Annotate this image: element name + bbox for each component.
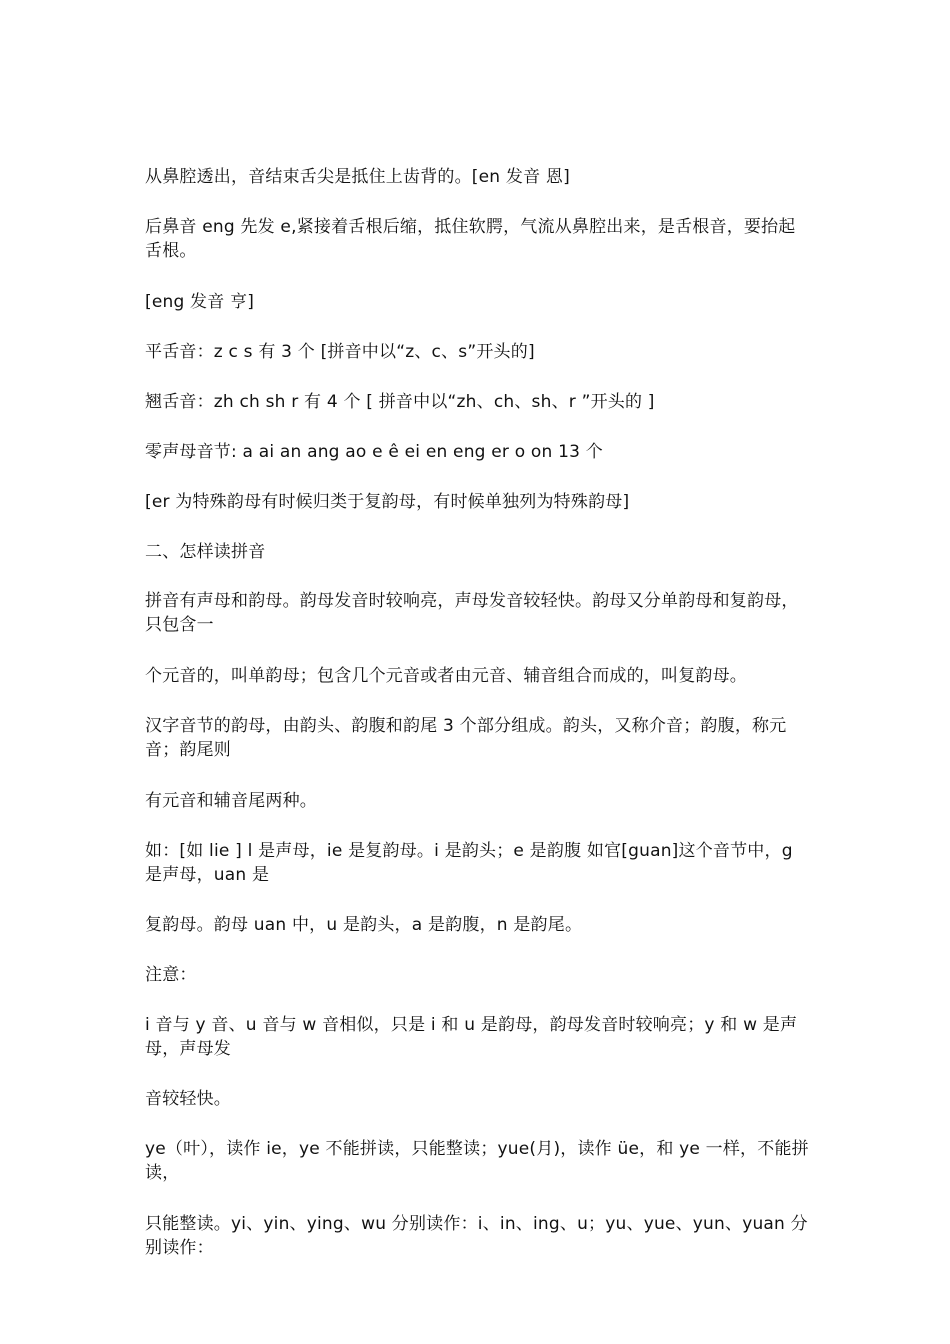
paragraph-er-note: [er 为特殊韵母有时候归类于复韵母，有时候单独列为特殊韵母] — [145, 492, 630, 512]
paragraph-ye-yue: ye（叶），读作 ie，ye 不能拼读，只能整读；yue(月)，读作 üe，和 ye 一样，不能拼读， — [145, 1139, 809, 1183]
paragraph-iy-uw: i 音与 y 音、u 音与 w 音相似，只是 i 和 u 是韵母，韵母发音时较响亮；y 和 w 是声母，声母发 — [145, 1015, 798, 1059]
paragraph-zero-initial: 零声母音节: a ai an ang ao e ê ei en eng er o on 13 个 — [145, 442, 603, 462]
paragraph-light-sound: 音较轻快。 — [145, 1089, 231, 1109]
paragraph-whole-read: 只能整读。yi、yin、ying、wu 分别读作：i、in、ing、u；yu、yue、yun、yuan 分别读作： — [145, 1214, 808, 1258]
paragraph-attention-label: 注意： — [145, 965, 197, 985]
paragraph-example-lie: 如：[如 lie ] l 是声母，ie 是复韵母。i 是韵头；e 是韵腹 如官[guan]这个音节中，g 是声母，uan 是 — [145, 841, 793, 885]
paragraph-flat-tongue: 平舌音：z c s 有 3 个 [拼音中以“z、c、s”开头的] — [145, 342, 535, 362]
paragraph-final-tails: 有元音和辅音尾两种。 — [145, 791, 317, 811]
paragraph-eng-note: [eng 发音 亨] — [145, 292, 255, 312]
paragraph-final-structure: 汉字音节的韵母，由韵头、韵腹和韵尾 3 个部分组成。韵头，又称介音；韵腹，称元音；韵尾则 — [145, 716, 787, 760]
paragraph-example-uan: 复韵母。韵母 uan 中，u 是韵头，a 是韵腹，n 是韵尾。 — [145, 915, 583, 935]
paragraph-retroflex: 翘舌音：zh ch sh r 有 4 个 [ 拼音中以“zh、ch、sh、r ”开头的 ] — [145, 392, 655, 412]
paragraph-initials-finals: 拼音有声母和韵母。韵母发音时较响亮，声母发音较轻快。韵母又分单韵母和复韵母，只包含一 — [145, 591, 799, 635]
paragraph-eng-description: 后鼻音 eng 先发 e,紧接着舌根后缩，抵住软腭，气流从鼻腔出来，是舌根音，要抬起舌根。 — [145, 217, 796, 261]
paragraph-en-note: 从鼻腔透出，音结束舌尖是抵住上齿背的。[en 发音 恩] — [145, 167, 570, 187]
paragraph-single-compound: 个元音的，叫单韵母；包含几个元音或者由元音、辅音组合而成的，叫复韵母。 — [145, 666, 747, 686]
section-heading-how-to-read: 二、怎样读拼音 — [145, 542, 266, 562]
